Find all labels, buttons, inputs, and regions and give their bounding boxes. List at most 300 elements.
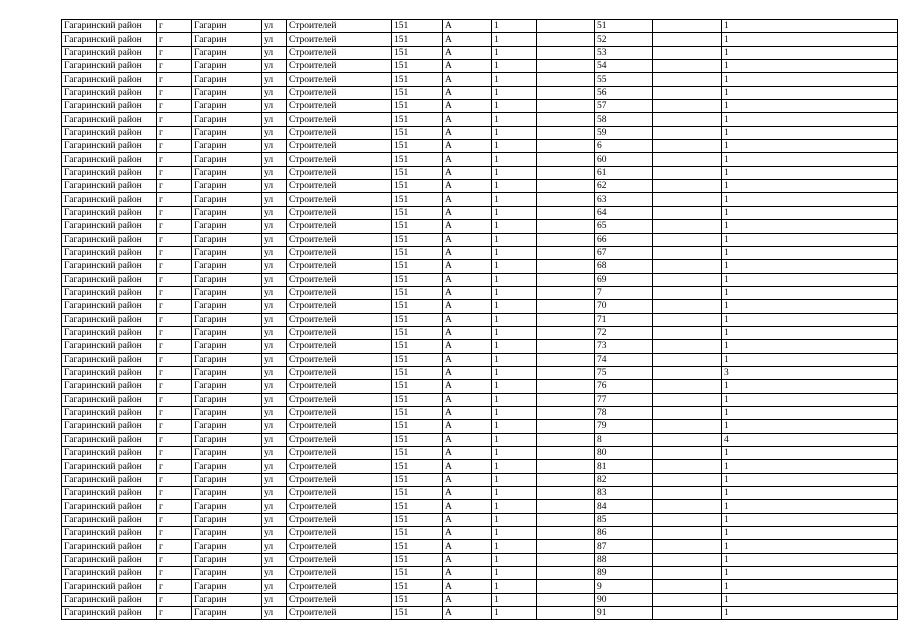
table-row (62, 273, 898, 286)
cell-street-type: ул (262, 273, 287, 286)
cell-count: 1 (722, 340, 898, 353)
cell-city: Гагарин (192, 393, 262, 406)
cell-empty2 (653, 420, 722, 433)
cell-number: 151 (392, 406, 443, 419)
cell-unit: 1 (492, 326, 537, 339)
cell-street: Строителей (287, 473, 392, 486)
cell-street: Строителей (287, 527, 392, 540)
cell-empty2 (653, 567, 722, 580)
table-row (62, 153, 898, 166)
cell-city: Гагарин (192, 500, 262, 513)
cell-number: 151 (392, 513, 443, 526)
table-row (62, 540, 898, 553)
cell-house: 57 (595, 100, 653, 113)
cell-district: Гагаринский район (62, 340, 157, 353)
cell-count: 1 (722, 86, 898, 99)
cell-letter: А (443, 580, 492, 593)
cell-city: Гагарин (192, 420, 262, 433)
cell-house: 74 (595, 353, 653, 366)
cell-city: Гагарин (192, 153, 262, 166)
cell-district: Гагаринский район (62, 487, 157, 500)
table-row (62, 473, 898, 486)
cell-number: 151 (392, 527, 443, 540)
cell-street: Строителей (287, 140, 392, 153)
cell-street-type: ул (262, 340, 287, 353)
cell-empty2 (653, 447, 722, 460)
table-row (62, 233, 898, 246)
cell-letter: А (443, 420, 492, 433)
cell-unit: 1 (492, 20, 537, 33)
cell-number: 151 (392, 326, 443, 339)
cell-street-type: ул (262, 366, 287, 379)
cell-count: 1 (722, 140, 898, 153)
cell-house: 75 (595, 366, 653, 379)
cell-number: 151 (392, 353, 443, 366)
address-table (61, 19, 898, 620)
cell-number: 151 (392, 580, 443, 593)
cell-district: Гагаринский район (62, 420, 157, 433)
cell-empty1 (537, 393, 595, 406)
cell-district: Гагаринский район (62, 46, 157, 59)
cell-letter: А (443, 567, 492, 580)
cell-letter: А (443, 220, 492, 233)
cell-empty2 (653, 193, 722, 206)
cell-street: Строителей (287, 220, 392, 233)
cell-house: 82 (595, 473, 653, 486)
cell-count: 1 (722, 380, 898, 393)
cell-number: 151 (392, 180, 443, 193)
cell-empty2 (653, 406, 722, 419)
cell-unit: 1 (492, 540, 537, 553)
cell-letter: А (443, 273, 492, 286)
cell-letter: А (443, 180, 492, 193)
cell-house: 58 (595, 113, 653, 126)
cell-city: Гагарин (192, 140, 262, 153)
cell-city-type: г (157, 406, 192, 419)
cell-empty1 (537, 220, 595, 233)
cell-empty1 (537, 406, 595, 419)
table-row (62, 607, 898, 620)
table-row (62, 260, 898, 273)
cell-district: Гагаринский район (62, 60, 157, 73)
cell-city-type: г (157, 553, 192, 566)
cell-city: Гагарин (192, 366, 262, 379)
cell-empty2 (653, 220, 722, 233)
cell-unit: 1 (492, 380, 537, 393)
cell-empty2 (653, 540, 722, 553)
cell-empty2 (653, 393, 722, 406)
cell-empty2 (653, 340, 722, 353)
cell-city: Гагарин (192, 126, 262, 139)
cell-street: Строителей (287, 113, 392, 126)
cell-house: 52 (595, 33, 653, 46)
cell-empty1 (537, 487, 595, 500)
cell-street: Строителей (287, 260, 392, 273)
cell-city: Гагарин (192, 607, 262, 620)
cell-empty2 (653, 180, 722, 193)
cell-empty1 (537, 73, 595, 86)
cell-street: Строителей (287, 393, 392, 406)
cell-count: 3 (722, 366, 898, 379)
cell-district: Гагаринский район (62, 406, 157, 419)
cell-count: 1 (722, 193, 898, 206)
cell-empty1 (537, 86, 595, 99)
cell-street: Строителей (287, 73, 392, 86)
cell-city: Гагарин (192, 406, 262, 419)
table-row (62, 527, 898, 540)
cell-city: Гагарин (192, 86, 262, 99)
cell-city: Гагарин (192, 460, 262, 473)
cell-number: 151 (392, 193, 443, 206)
cell-city: Гагарин (192, 487, 262, 500)
cell-house: 59 (595, 126, 653, 139)
cell-letter: А (443, 166, 492, 179)
cell-street-type: ул (262, 460, 287, 473)
cell-empty2 (653, 100, 722, 113)
cell-count: 1 (722, 353, 898, 366)
cell-city-type: г (157, 313, 192, 326)
cell-empty1 (537, 286, 595, 299)
cell-letter: А (443, 540, 492, 553)
cell-street: Строителей (287, 33, 392, 46)
cell-number: 151 (392, 140, 443, 153)
cell-district: Гагаринский район (62, 166, 157, 179)
cell-empty2 (653, 380, 722, 393)
cell-street: Строителей (287, 580, 392, 593)
cell-letter: А (443, 33, 492, 46)
cell-district: Гагаринский район (62, 366, 157, 379)
cell-empty1 (537, 513, 595, 526)
cell-letter: А (443, 233, 492, 246)
cell-street-type: ул (262, 420, 287, 433)
cell-empty1 (537, 273, 595, 286)
cell-empty2 (653, 300, 722, 313)
cell-district: Гагаринский район (62, 460, 157, 473)
cell-street: Строителей (287, 593, 392, 606)
cell-city-type: г (157, 300, 192, 313)
cell-number: 151 (392, 553, 443, 566)
cell-city-type: г (157, 593, 192, 606)
cell-empty1 (537, 46, 595, 59)
cell-empty2 (653, 46, 722, 59)
table-row (62, 393, 898, 406)
cell-unit: 1 (492, 487, 537, 500)
cell-street-type: ул (262, 246, 287, 259)
cell-street: Строителей (287, 447, 392, 460)
cell-letter: А (443, 193, 492, 206)
table-row (62, 353, 898, 366)
cell-number: 151 (392, 273, 443, 286)
cell-city: Гагарин (192, 433, 262, 446)
cell-count: 1 (722, 286, 898, 299)
cell-empty2 (653, 580, 722, 593)
cell-empty1 (537, 353, 595, 366)
cell-city-type: г (157, 500, 192, 513)
cell-number: 151 (392, 487, 443, 500)
table-row (62, 340, 898, 353)
cell-city: Гагарин (192, 380, 262, 393)
cell-count: 1 (722, 20, 898, 33)
cell-district: Гагаринский район (62, 193, 157, 206)
cell-city: Гагарин (192, 286, 262, 299)
cell-empty1 (537, 460, 595, 473)
cell-count: 1 (722, 273, 898, 286)
cell-number: 151 (392, 540, 443, 553)
cell-street-type: ул (262, 233, 287, 246)
cell-city: Гагарин (192, 220, 262, 233)
cell-letter: А (443, 20, 492, 33)
cell-district: Гагаринский район (62, 273, 157, 286)
cell-city-type: г (157, 233, 192, 246)
cell-count: 1 (722, 473, 898, 486)
cell-letter: А (443, 553, 492, 566)
cell-city: Гагарин (192, 60, 262, 73)
table-row (62, 180, 898, 193)
cell-number: 151 (392, 567, 443, 580)
cell-street: Строителей (287, 233, 392, 246)
cell-street-type: ул (262, 113, 287, 126)
cell-city-type: г (157, 86, 192, 99)
table-row (62, 113, 898, 126)
cell-empty2 (653, 353, 722, 366)
cell-unit: 1 (492, 353, 537, 366)
cell-house: 80 (595, 447, 653, 460)
table-row (62, 593, 898, 606)
table-row (62, 447, 898, 460)
cell-empty1 (537, 193, 595, 206)
table-row (62, 580, 898, 593)
cell-district: Гагаринский район (62, 513, 157, 526)
cell-empty1 (537, 607, 595, 620)
cell-unit: 1 (492, 393, 537, 406)
cell-city-type: г (157, 100, 192, 113)
cell-house: 7 (595, 286, 653, 299)
cell-letter: А (443, 340, 492, 353)
cell-street-type: ул (262, 580, 287, 593)
cell-house: 87 (595, 540, 653, 553)
cell-unit: 1 (492, 180, 537, 193)
cell-empty2 (653, 593, 722, 606)
cell-city-type: г (157, 33, 192, 46)
cell-district: Гагаринский район (62, 353, 157, 366)
cell-count: 1 (722, 300, 898, 313)
cell-house: 60 (595, 153, 653, 166)
cell-city-type: г (157, 540, 192, 553)
cell-city: Гагарин (192, 340, 262, 353)
cell-count: 1 (722, 246, 898, 259)
cell-count: 1 (722, 393, 898, 406)
cell-street-type: ул (262, 100, 287, 113)
cell-count: 1 (722, 500, 898, 513)
cell-empty1 (537, 140, 595, 153)
cell-letter: А (443, 433, 492, 446)
cell-city: Гагарин (192, 233, 262, 246)
cell-unit: 1 (492, 420, 537, 433)
cell-city-type: г (157, 420, 192, 433)
cell-street-type: ул (262, 447, 287, 460)
cell-house: 71 (595, 313, 653, 326)
cell-empty1 (537, 433, 595, 446)
table-row (62, 206, 898, 219)
cell-street: Строителей (287, 180, 392, 193)
cell-street: Строителей (287, 100, 392, 113)
table-row (62, 46, 898, 59)
table-body (62, 20, 898, 620)
cell-house: 81 (595, 460, 653, 473)
cell-letter: А (443, 140, 492, 153)
cell-unit: 1 (492, 60, 537, 73)
cell-empty2 (653, 126, 722, 139)
cell-street: Строителей (287, 166, 392, 179)
cell-city: Гагарин (192, 313, 262, 326)
cell-letter: А (443, 473, 492, 486)
cell-district: Гагаринский район (62, 113, 157, 126)
cell-number: 151 (392, 100, 443, 113)
cell-letter: А (443, 126, 492, 139)
cell-street-type: ул (262, 473, 287, 486)
cell-district: Гагаринский район (62, 300, 157, 313)
cell-empty2 (653, 273, 722, 286)
cell-empty1 (537, 593, 595, 606)
cell-district: Гагаринский район (62, 206, 157, 219)
cell-street-type: ул (262, 153, 287, 166)
cell-letter: А (443, 313, 492, 326)
cell-empty1 (537, 180, 595, 193)
cell-district: Гагаринский район (62, 86, 157, 99)
cell-city-type: г (157, 487, 192, 500)
cell-letter: А (443, 86, 492, 99)
cell-count: 1 (722, 113, 898, 126)
cell-city: Гагарин (192, 113, 262, 126)
cell-house: 88 (595, 553, 653, 566)
cell-street: Строителей (287, 420, 392, 433)
cell-city-type: г (157, 60, 192, 73)
cell-letter: А (443, 593, 492, 606)
cell-number: 151 (392, 233, 443, 246)
cell-city-type: г (157, 220, 192, 233)
cell-city: Гагарин (192, 567, 262, 580)
table-row (62, 286, 898, 299)
cell-city-type: г (157, 473, 192, 486)
cell-number: 151 (392, 33, 443, 46)
cell-district: Гагаринский район (62, 593, 157, 606)
cell-house: 62 (595, 180, 653, 193)
cell-count: 1 (722, 260, 898, 273)
cell-count: 1 (722, 487, 898, 500)
cell-empty2 (653, 500, 722, 513)
cell-empty2 (653, 60, 722, 73)
cell-count: 1 (722, 527, 898, 540)
cell-count: 1 (722, 153, 898, 166)
cell-empty1 (537, 60, 595, 73)
cell-count: 1 (722, 60, 898, 73)
table-row (62, 220, 898, 233)
cell-number: 151 (392, 206, 443, 219)
cell-empty2 (653, 73, 722, 86)
cell-city: Гагарин (192, 193, 262, 206)
cell-letter: А (443, 326, 492, 339)
cell-street-type: ул (262, 33, 287, 46)
cell-street-type: ул (262, 20, 287, 33)
cell-street-type: ул (262, 260, 287, 273)
table-row (62, 487, 898, 500)
cell-house: 83 (595, 487, 653, 500)
cell-district: Гагаринский район (62, 473, 157, 486)
cell-number: 151 (392, 607, 443, 620)
cell-street-type: ул (262, 206, 287, 219)
cell-empty2 (653, 366, 722, 379)
cell-count: 1 (722, 607, 898, 620)
cell-unit: 1 (492, 473, 537, 486)
cell-street-type: ул (262, 300, 287, 313)
table-row (62, 326, 898, 339)
cell-empty2 (653, 260, 722, 273)
cell-letter: А (443, 246, 492, 259)
cell-letter: А (443, 447, 492, 460)
cell-district: Гагаринский район (62, 567, 157, 580)
cell-city-type: г (157, 193, 192, 206)
cell-city: Гагарин (192, 180, 262, 193)
cell-city-type: г (157, 73, 192, 86)
cell-empty2 (653, 166, 722, 179)
cell-empty1 (537, 206, 595, 219)
cell-street: Строителей (287, 353, 392, 366)
cell-street-type: ул (262, 593, 287, 606)
cell-count: 1 (722, 553, 898, 566)
cell-street-type: ул (262, 180, 287, 193)
cell-street: Строителей (287, 500, 392, 513)
cell-number: 151 (392, 286, 443, 299)
cell-city: Гагарин (192, 166, 262, 179)
cell-street: Строителей (287, 340, 392, 353)
cell-house: 69 (595, 273, 653, 286)
cell-city-type: г (157, 286, 192, 299)
cell-empty1 (537, 20, 595, 33)
cell-district: Гагаринский район (62, 153, 157, 166)
cell-unit: 1 (492, 33, 537, 46)
cell-empty1 (537, 580, 595, 593)
cell-house: 84 (595, 500, 653, 513)
cell-number: 151 (392, 593, 443, 606)
cell-district: Гагаринский район (62, 393, 157, 406)
cell-district: Гагаринский район (62, 73, 157, 86)
cell-empty1 (537, 246, 595, 259)
cell-unit: 1 (492, 140, 537, 153)
cell-street-type: ул (262, 313, 287, 326)
cell-street: Строителей (287, 300, 392, 313)
cell-city: Гагарин (192, 580, 262, 593)
cell-number: 151 (392, 166, 443, 179)
cell-street: Строителей (287, 607, 392, 620)
cell-empty1 (537, 233, 595, 246)
cell-count: 1 (722, 73, 898, 86)
cell-city-type: г (157, 366, 192, 379)
cell-letter: А (443, 60, 492, 73)
cell-house: 79 (595, 420, 653, 433)
cell-count: 1 (722, 180, 898, 193)
cell-city: Гагарин (192, 20, 262, 33)
cell-city: Гагарин (192, 73, 262, 86)
cell-district: Гагаринский район (62, 326, 157, 339)
cell-city-type: г (157, 460, 192, 473)
cell-district: Гагаринский район (62, 246, 157, 259)
cell-count: 4 (722, 433, 898, 446)
cell-district: Гагаринский район (62, 380, 157, 393)
cell-letter: А (443, 393, 492, 406)
cell-number: 151 (392, 460, 443, 473)
cell-city: Гагарин (192, 553, 262, 566)
cell-house: 90 (595, 593, 653, 606)
